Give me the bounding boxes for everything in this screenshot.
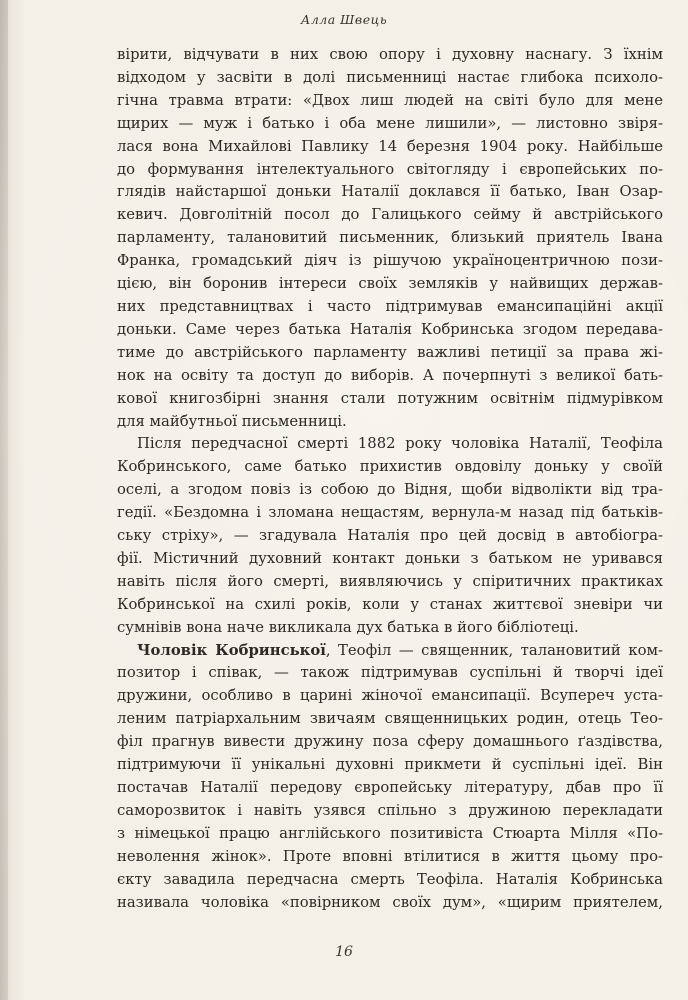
text-line bbox=[117, 640, 663, 663]
text-line: позитор і співак, — також підтримував суспільні й творчі ідеї bbox=[117, 664, 663, 682]
text-line: Франка, громадський діяч із рішучою україноцентричною пози- bbox=[117, 252, 663, 270]
text-line: цією, він боронив інтереси своїх земляків у найвищих держав- bbox=[117, 275, 663, 293]
text-line: Кобринського, саме батько прихистив овдовілу доньку у своїй bbox=[117, 458, 663, 476]
text-line: постачав Наталії передову європейську літературу, дбав про її bbox=[117, 779, 663, 796]
text-line: називала чоловіка «повірником своїх дум», «щирим приятелем, bbox=[117, 893, 663, 911]
text-line: філ прагнув вивести дружину поза сферу домашнього ґаздівства, bbox=[117, 733, 663, 751]
paragraph-3 bbox=[117, 640, 663, 915]
text-line: Після передчасної смерті 1882 року чоловіка Наталії, Теофіла bbox=[137, 435, 663, 453]
text-line: леним патріархальним звичаям священницьких родин, отець Тео- bbox=[117, 710, 663, 728]
running-header: Алла Швець bbox=[300, 12, 388, 27]
text-line: дружини, особливо в царині жіночої еманcипації. Всупереч уста- bbox=[117, 687, 663, 705]
text-line: кової книгозбірні знання стали потужним освітнім підмурівком bbox=[117, 389, 663, 407]
page-number: 16 bbox=[335, 944, 353, 960]
text-line: них представництвах і часто підтримував еманcипаційні акції bbox=[117, 297, 663, 315]
text-line: лася вона Михайлові Павлику 14 березня 1904 року. Найбільше bbox=[117, 137, 663, 155]
text-line: нок на освіту та доступ до виборів. А почерпнуті з великої бать- bbox=[117, 366, 663, 384]
text-line: саморозвиток і навіть узявся спільно з дружиною перекладати bbox=[117, 801, 663, 819]
text-line: ську стріху», — згадувала Наталія про цей досвід в автобіогра- bbox=[117, 527, 663, 545]
text-line: навіть після його смерті, виявляючись у спіритичних практиках bbox=[117, 572, 663, 590]
text-block bbox=[117, 44, 663, 914]
text-line: парламенту, талановитий письменник, близький приятель Івана bbox=[117, 229, 663, 247]
text-line: підтримуючи її унікальні духовні прикмети й суспільні ідеї. Він bbox=[117, 756, 663, 774]
text-line: вірити, відчувати в них свою опору і духовну наснагу. З їхнім bbox=[117, 46, 663, 63]
text-line: сумнівів вона наче викликала дух батька в його бібліотеці. bbox=[117, 618, 579, 636]
lead-rest: , Теофіл — священник, талановитий ком- bbox=[325, 641, 663, 659]
text-line: тиме до австрійського парламенту важливі петиції за права жі- bbox=[117, 343, 663, 361]
text-line: з німецької працю англійського позитивіста Стюарта Мілля «По- bbox=[117, 824, 663, 842]
paragraph-2 bbox=[117, 433, 663, 639]
text-line: єкту завадила передчасна смерть Теофіла. Наталія Кобринська bbox=[117, 870, 663, 888]
text-line: доньки. Саме через батька Наталія Кобринська згодом передава- bbox=[117, 320, 663, 338]
text-line: кевич. Довголітній посол до Галицького сейму й австрійського bbox=[117, 206, 663, 224]
text-line: глядів найстаршої доньки Наталії доклався її батько, Іван Озар- bbox=[117, 183, 663, 201]
bold-lead: Чоловік Кобринської bbox=[137, 641, 326, 659]
text-line: до формування інтелектуального світогляду і європейських по- bbox=[117, 160, 663, 178]
text-line: Кобринської на схилі років, коли у станах життєвої зневіри чи bbox=[117, 595, 663, 613]
text-line: неволення жінок». Проте вповні втілитися в життя цьому про- bbox=[117, 847, 663, 865]
text-line: оселі, а згодом повіз із собою до Відня, щоби відволікти від тра- bbox=[117, 481, 663, 499]
text-line: щирих — муж і батько і оба мене лишили», — листовно звіря- bbox=[117, 114, 663, 132]
paragraph-1 bbox=[117, 44, 663, 433]
text-line: гедії. «Бездомна і зломана нещастям, вернула-м назад під батьків- bbox=[117, 504, 663, 522]
text-line: відходом у засвіти в долі письменниці настає глибока психоло- bbox=[117, 68, 663, 86]
text-line: гічна травма втрати: «Двох лиш людей на світі було для мене bbox=[117, 91, 663, 109]
text-line: фії. Містичний духовний контакт доньки з батьком не уривався bbox=[117, 549, 663, 567]
text-line: для майбутньої письменниці. bbox=[117, 412, 347, 430]
